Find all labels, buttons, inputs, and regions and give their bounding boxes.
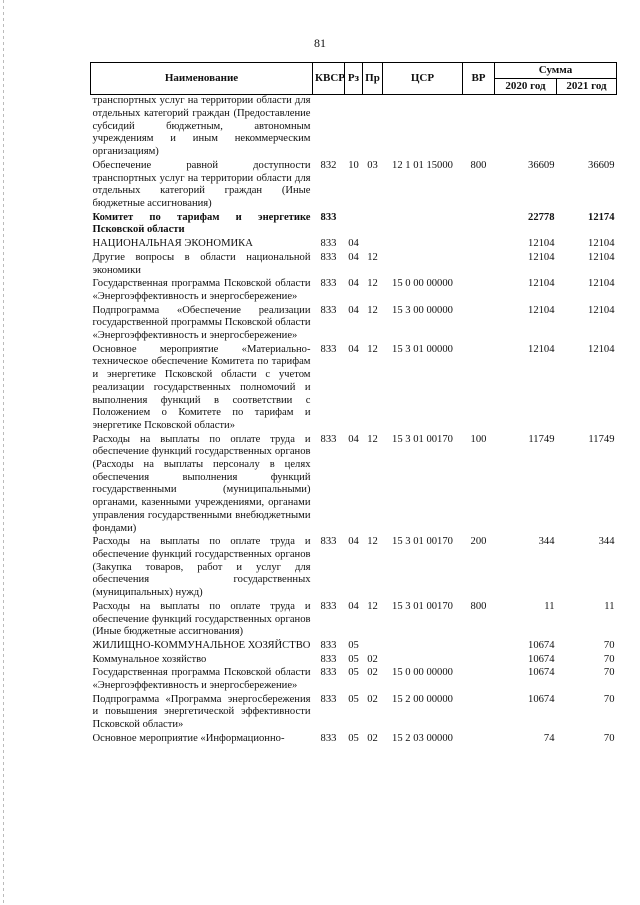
cell-vr	[463, 733, 495, 747]
cell-vr	[463, 278, 495, 304]
cell-sum-2020: 10674	[528, 653, 555, 665]
header-name: Наименование	[91, 63, 313, 95]
cell-sum-2020: 11749	[528, 433, 555, 445]
cell-pr: 02	[367, 653, 378, 665]
cell-sum-2021: 70	[603, 653, 615, 665]
cell-pr: 12	[367, 304, 378, 316]
cell-sum-2020: 36609	[528, 159, 555, 171]
cell-pr	[363, 238, 383, 252]
cell-kvsr: 833	[320, 238, 337, 250]
cell-sum-2020: 12104	[528, 343, 555, 355]
cell-csr	[383, 95, 463, 160]
cell-csr: 15 3 01 00170	[392, 433, 453, 445]
table-row	[91, 640, 617, 654]
table-row	[91, 252, 617, 278]
cell-sum-2020: 10674	[528, 639, 555, 651]
cell-rz: 04	[348, 343, 359, 355]
cell-rz: 04	[348, 278, 359, 290]
cell-pr	[363, 95, 383, 160]
cell-name: Государственная программа Псковской области «Энергоэффективность и энергосбережение»	[92, 667, 311, 692]
cell-rz: 05	[348, 732, 359, 744]
cell-rz: 04	[348, 433, 359, 445]
cell-sum-2021: 12104	[588, 238, 615, 250]
cell-vr	[463, 694, 495, 733]
cell-sum-2021: 36609	[588, 159, 615, 171]
table-row	[91, 654, 617, 668]
header-rz: Рз	[345, 63, 363, 95]
cell-name: Расходы на выплаты по оплате труда и обеспечение функций государственных органов (Закупка товаров, работ и услуг для обеспечения государственных (муниципальных) нужд)	[92, 536, 311, 599]
cell-rz: 04	[348, 536, 359, 548]
cell-kvsr: 833	[320, 343, 337, 355]
cell-kvsr: 833	[320, 278, 337, 290]
cell-sum-2020: 12104	[528, 238, 555, 250]
table-row	[91, 536, 617, 601]
cell-pr: 02	[367, 693, 378, 705]
cell-rz: 10	[348, 159, 359, 171]
cell-sum-2021: 70	[603, 667, 615, 679]
cell-kvsr: 832	[320, 159, 337, 171]
header-year-2020: 2020 год	[495, 79, 557, 95]
cell-sum-2021: 12104	[588, 278, 615, 290]
cell-name: Другие вопросы в области национальной экономики	[92, 251, 311, 276]
table-row	[91, 160, 617, 212]
cell-sum-2021: 11749	[588, 433, 615, 445]
cell-kvsr: 833	[320, 732, 337, 744]
table-row	[91, 733, 617, 747]
cell-name: Основное мероприятие «Материально-техническое обеспечение Комитета по тарифам и энергетике Псковской области с учетом реализации государственных полномочий и выполнения функций в соответствии с Положением о Комитете по тарифам и энергетике Псковской области»	[92, 343, 311, 431]
cell-csr: 15 3 01 00170	[392, 536, 453, 548]
table-row	[91, 238, 617, 252]
cell-csr	[383, 212, 463, 238]
header-csr: ЦСР	[383, 63, 463, 95]
cell-csr	[383, 654, 463, 668]
cell-sum-2020: 10674	[528, 667, 555, 679]
cell-kvsr: 833	[320, 600, 337, 612]
cell-kvsr: 833	[320, 536, 337, 548]
cell-name: Комитет по тарифам и энергетике Псковской области	[92, 211, 311, 236]
cell-kvsr: 833	[320, 211, 337, 223]
cell-rz: 05	[348, 653, 359, 665]
cell-name: НАЦИОНАЛЬНАЯ ЭКОНОМИКА	[92, 238, 253, 250]
cell-kvsr: 833	[320, 251, 337, 263]
cell-name: Расходы на выплаты по оплате труда и обеспечение функций государственных органов (Расходы на выплаты персоналу в целях обеспечения выполнения функций государственными (муниципальными) органами, казенными учреждениями, органами управления государственными внебюджетными фондами)	[92, 433, 311, 534]
cell-vr: 800	[470, 159, 487, 171]
cell-csr: 15 0 00 00000	[392, 278, 453, 290]
cell-csr: 15 0 00 00000	[392, 667, 453, 679]
cell-rz: 04	[348, 304, 359, 316]
cell-sum-2021: 70	[603, 732, 615, 744]
cell-vr	[463, 252, 495, 278]
cell-name: транспортных услуг на территории области для отдельных категорий граждан (Предоставление субсидий бюджетным, автономным учреждениям и иным некоммерческим организациям)	[92, 95, 311, 158]
table-row	[91, 95, 617, 160]
cell-sum-2021: 12104	[588, 343, 615, 355]
table-row	[91, 344, 617, 434]
cell-sum-2021: 70	[603, 693, 615, 705]
table-row	[91, 434, 617, 537]
cell-rz: 05	[348, 667, 359, 679]
cell-name: Обеспечение равной доступности транспортных услуг на территории области для отдельных категорий граждан (Иные бюджетные ассигнования)	[92, 159, 311, 209]
cell-name: Коммунальное хозяйство	[92, 653, 207, 665]
cell-sum-2020: 10674	[528, 693, 555, 705]
cell-pr: 03	[367, 159, 378, 171]
cell-sum-2021: 12104	[588, 304, 615, 316]
cell-kvsr	[313, 95, 345, 160]
cell-sum-2021: 344	[598, 536, 615, 548]
cell-rz	[345, 212, 363, 238]
cell-name: Подпрограмма «Обеспечение реализации государственной программы Псковской области «Энергоэффективность и энергосбережение»	[92, 304, 311, 342]
cell-sum-2020: 12104	[528, 278, 555, 290]
cell-vr: 800	[470, 600, 487, 612]
cell-pr: 12	[367, 536, 378, 548]
cell-sum-2021: 11	[604, 600, 615, 612]
header-kvsr: КВСР	[313, 63, 345, 95]
cell-kvsr: 833	[320, 653, 337, 665]
cell-vr	[463, 95, 495, 160]
cell-vr: 100	[470, 433, 487, 445]
cell-rz: 04	[348, 251, 359, 263]
cell-csr: 15 3 01 00170	[392, 600, 453, 612]
cell-sum-2021: 70	[603, 639, 615, 651]
cell-kvsr: 833	[320, 639, 337, 651]
cell-sum-2020: 11	[544, 600, 555, 612]
cell-pr: 02	[367, 667, 378, 679]
cell-vr	[463, 667, 495, 693]
header-vr: ВР	[463, 63, 495, 95]
cell-rz: 05	[348, 639, 359, 651]
cell-pr: 12	[367, 433, 378, 445]
cell-vr	[463, 305, 495, 344]
table-row	[91, 601, 617, 640]
cell-vr	[463, 640, 495, 654]
cell-name: Подпрограмма «Программа энергосбережения и повышения энергетической эффективности Псковской области»	[92, 693, 311, 731]
cell-vr	[463, 654, 495, 668]
budget-table	[90, 62, 617, 747]
cell-csr: 15 2 00 00000	[392, 693, 453, 705]
cell-csr: 15 2 03 00000	[392, 732, 453, 744]
cell-pr: 12	[367, 278, 378, 290]
table-row	[91, 305, 617, 344]
cell-sum-2021: 12174	[588, 211, 615, 223]
cell-rz	[345, 95, 363, 160]
cell-vr: 200	[470, 536, 487, 548]
cell-vr	[463, 344, 495, 434]
cell-sum-2021	[557, 95, 617, 160]
budget-sheet	[90, 62, 616, 747]
header-year-2021: 2021 год	[557, 79, 617, 95]
cell-sum-2021: 12104	[588, 251, 615, 263]
table-row	[91, 694, 617, 733]
cell-name: Основное мероприятие «Информационно-	[92, 732, 285, 744]
cell-rz: 04	[348, 238, 359, 250]
cell-pr: 12	[367, 343, 378, 355]
scan-edge	[3, 0, 4, 905]
header-pr: Пр	[363, 63, 383, 95]
cell-rz: 05	[348, 693, 359, 705]
cell-csr	[383, 252, 463, 278]
cell-rz: 04	[348, 600, 359, 612]
cell-vr	[463, 212, 495, 238]
cell-csr: 15 3 01 00000	[392, 343, 453, 355]
table-body	[91, 95, 617, 747]
cell-name: Расходы на выплаты по оплате труда и обеспечение функций государственных органов (Иные бюджетные ассигнования)	[92, 600, 311, 638]
cell-sum-2020: 22778	[528, 211, 555, 223]
cell-name: ЖИЛИЩНО-КОММУНАЛЬНОЕ ХОЗЯЙСТВО	[92, 639, 311, 651]
cell-pr	[363, 640, 383, 654]
cell-sum-2020: 12104	[528, 251, 555, 263]
cell-csr: 15 3 00 00000	[392, 304, 453, 316]
cell-pr: 02	[367, 732, 378, 744]
cell-sum-2020	[495, 95, 557, 160]
table-row	[91, 278, 617, 304]
cell-csr: 12 1 01 15000	[392, 159, 453, 171]
cell-pr: 12	[367, 600, 378, 612]
page-number: 81	[314, 36, 326, 50]
cell-csr	[383, 238, 463, 252]
cell-pr: 12	[367, 251, 378, 263]
cell-csr	[383, 640, 463, 654]
cell-vr	[463, 238, 495, 252]
table-row	[91, 667, 617, 693]
cell-kvsr: 833	[320, 433, 337, 445]
cell-kvsr: 833	[320, 667, 337, 679]
cell-name: Государственная программа Псковской области «Энергоэффективность и энергосбережение»	[92, 278, 311, 302]
table-header	[91, 63, 617, 95]
cell-kvsr: 833	[320, 304, 337, 316]
cell-sum-2020: 12104	[528, 304, 555, 316]
table-row	[91, 212, 617, 238]
header-sum: Сумма	[495, 63, 617, 79]
cell-pr	[363, 212, 383, 238]
cell-kvsr: 833	[320, 693, 337, 705]
cell-sum-2020: 344	[538, 536, 555, 548]
cell-sum-2020: 74	[543, 732, 555, 744]
